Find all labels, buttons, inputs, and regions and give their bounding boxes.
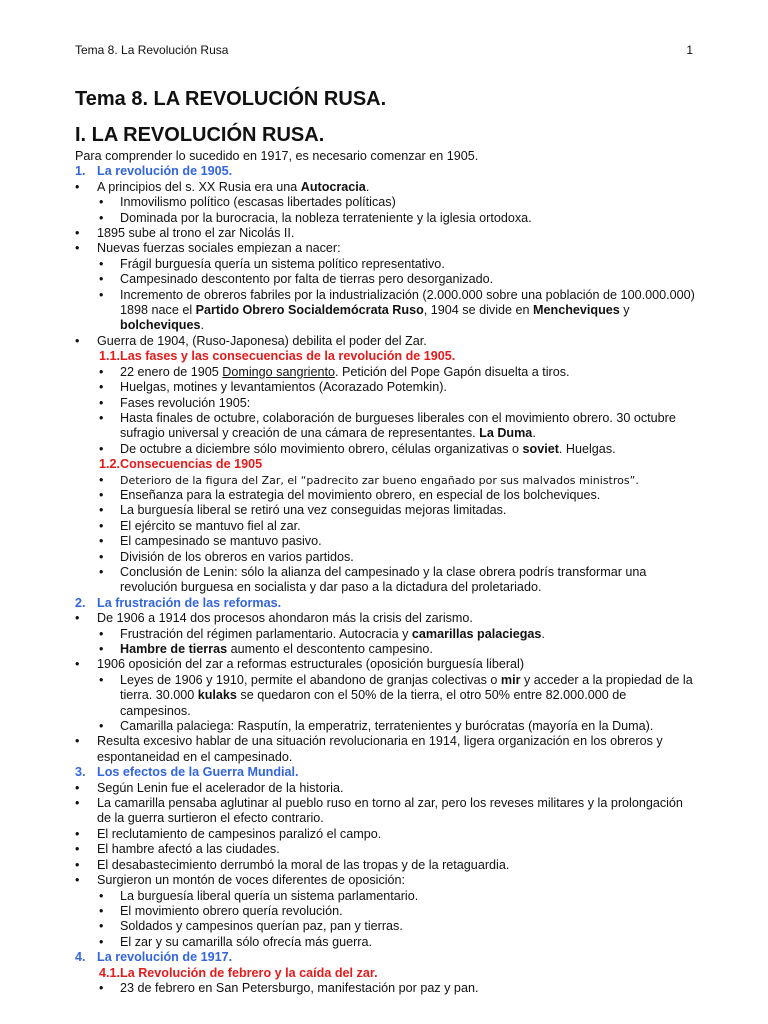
bullet-item xyxy=(75,842,695,857)
bullet-item xyxy=(75,488,695,503)
text-run: 1906 oposición del zar a reformas estructurales (oposición burguesía liberal) xyxy=(97,657,525,672)
page-number: 1 xyxy=(686,43,693,57)
bullet-icon: • xyxy=(99,934,104,949)
bullet-icon: • xyxy=(75,842,80,857)
text-run: Huelgas, motines y levantamientos (Acorazado Potemkin). xyxy=(120,380,447,395)
bullet-icon: • xyxy=(99,472,104,487)
text-run: Deterioro de la figura del Zar, el “padrecito zar bueno engañado por sus malvados ministros”. xyxy=(120,473,639,487)
text-run: 22 enero de 1905 xyxy=(120,364,223,379)
text-run: Las fases y las consecuencias de la revolución de 1905. xyxy=(120,349,456,364)
text-run: Según Lenin fue el acelerador de la historia. xyxy=(97,780,344,795)
bullet-item xyxy=(75,781,695,796)
bullet-item xyxy=(75,904,695,919)
text-run: Leyes de 1906 y 1910, permite el abandono de granjas colectivas o xyxy=(120,672,501,687)
text-run: y acceder a la propiedad de la tierra. 30.000 xyxy=(120,672,693,703)
bullet-item xyxy=(75,734,695,765)
bullet-item xyxy=(75,935,695,950)
text-run: Enseñanza para la estrategia del movimiento obrero, en especial de los bolcheviques. xyxy=(120,487,601,502)
bullet-item xyxy=(75,411,695,442)
bullet-icon: • xyxy=(99,564,104,579)
text-run: La Duma xyxy=(479,426,533,441)
text-run: El zar y su camarilla sólo ofrecía más guerra. xyxy=(120,934,372,949)
bullet-item xyxy=(75,657,695,672)
bullet-item xyxy=(75,226,695,241)
bullet-item xyxy=(75,288,695,334)
text-run: El desabastecimiento derrumbó la moral de las tropas y de la retaguardia. xyxy=(97,857,510,872)
bullet-icon: • xyxy=(99,210,104,225)
text-run: kulaks xyxy=(197,688,237,703)
bullet-icon: • xyxy=(99,549,104,564)
text-run: . Huelgas. xyxy=(558,441,616,456)
bullet-icon: • xyxy=(75,179,80,194)
text-run: La Revolución de febrero y la caída del zar. xyxy=(120,965,378,980)
text-run: Conclusión de Lenin: sólo la alianza del campesinado y la clase obrera podrís transformar una revolución burguesa en socialista y dar paso a la dictadura del proletariado. xyxy=(120,564,647,595)
heading-number: 1. xyxy=(75,164,86,179)
text-run: , 1904 se divide en xyxy=(423,303,534,318)
bullet-icon: • xyxy=(75,780,80,795)
text-run: Frágil burguesía quería un sistema político representativo. xyxy=(120,256,445,271)
numbered-heading xyxy=(75,765,695,780)
text-run: Hasta finales de octubre, colaboración de burgueses liberales con el movimiento obrero. 30 octubre sufragio universal y creación de una cámara de representantes. xyxy=(120,410,676,441)
bullet-item xyxy=(75,889,695,904)
text-run: aumento el descontento campesino. xyxy=(227,642,433,656)
text-run: . xyxy=(200,318,204,333)
bullet-icon: • xyxy=(75,734,80,749)
bullet-item xyxy=(75,180,695,195)
text-run: La burguesía liberal quería un sistema parlamentario. xyxy=(120,888,419,903)
paragraph xyxy=(75,149,695,164)
text-run: Autocracia xyxy=(300,179,366,194)
text-run: La revolución de 1905. xyxy=(97,164,233,179)
bullet-icon: • xyxy=(99,903,104,918)
numbered-heading xyxy=(75,164,695,179)
bullet-item xyxy=(75,565,695,596)
heading-number: 4. xyxy=(75,950,86,965)
text-run: Partido Obrero Socialdemócrata Ruso xyxy=(195,303,424,318)
bullet-item xyxy=(75,719,695,734)
numbered-heading xyxy=(75,950,695,965)
heading-number: 1.1. xyxy=(99,349,121,364)
text-run: Hambre de tierras xyxy=(120,642,228,656)
text-run: El ejército se mantuvo fiel al zar. xyxy=(120,518,301,533)
bullet-item xyxy=(75,873,695,888)
text-run: . xyxy=(541,626,545,641)
bullet-icon: • xyxy=(75,333,80,348)
text-run: Nuevas fuerzas sociales empiezan a nacer: xyxy=(97,241,341,256)
bullet-icon: • xyxy=(99,272,104,287)
text-run: Frustración del régimen parlamentario. Autocracia y xyxy=(120,626,412,641)
text-run: El movimiento obrero quería revolución. xyxy=(120,903,343,918)
bullet-icon: • xyxy=(99,888,104,903)
text-run: y xyxy=(619,303,630,318)
bullet-icon: • xyxy=(99,534,104,549)
text-run: camarillas palaciegas xyxy=(411,626,542,641)
text-run: De 1906 a 1914 dos procesos ahondaron más la crisis del zarismo. xyxy=(97,611,473,626)
subheading xyxy=(75,349,695,364)
text-run: se quedaron con el 50% de la tierra, el otro 50% entre 82.000.000 de campesinos. xyxy=(120,688,627,718)
bullet-icon: • xyxy=(99,518,104,533)
bullet-icon: • xyxy=(75,657,80,672)
bullet-icon: • xyxy=(75,241,80,256)
bullet-icon: • xyxy=(99,980,104,995)
text-run: bolcheviques xyxy=(120,318,201,333)
bullet-item xyxy=(75,257,695,272)
heading-number: 1.2. xyxy=(99,457,121,472)
text-run: Campesinado descontento por falta de tierras pero desorganizado. xyxy=(120,272,494,287)
bullet-item xyxy=(75,519,695,534)
bullet-icon: • xyxy=(99,441,104,456)
text-run: El reclutamiento de campesinos paralizó el campo. xyxy=(97,826,382,841)
bullet-item xyxy=(75,981,695,996)
bullet-icon: • xyxy=(99,256,104,271)
text-run: El hambre afectó a las ciudades. xyxy=(97,842,280,857)
bullet-item xyxy=(75,272,695,287)
bullet-item xyxy=(75,211,695,226)
section-heading: I. LA REVOLUCIÓN RUSA. xyxy=(75,124,325,146)
header-title: Tema 8. La Revolución Rusa xyxy=(75,43,229,57)
bullet-item xyxy=(75,442,695,457)
heading-number: 3. xyxy=(75,765,86,780)
bullet-icon: • xyxy=(99,364,104,379)
text-run: Soldados y campesinos querían paz, pan y tierras. xyxy=(120,919,403,934)
bullet-icon: • xyxy=(99,672,104,687)
bullet-icon: • xyxy=(75,796,80,811)
text-run: Domingo sangriento xyxy=(222,364,335,379)
bullet-item xyxy=(75,241,695,256)
bullet-item xyxy=(75,380,695,395)
text-run: . xyxy=(365,179,370,194)
bullet-icon: • xyxy=(75,226,80,241)
text-run: División de los obreros en varios partidos. xyxy=(120,549,354,564)
text-run: Camarilla palaciega: Rasputín, la emperatriz, terratenientes y burócratas (mayoría en la Duma). xyxy=(120,719,654,734)
text-run: La camarilla pensaba aglutinar al pueblo ruso en torno al zar, pero los reveses militares y la prolongación de la guerra surtieron el efecto contrario. xyxy=(97,796,683,826)
text-run: . Petición del Pope Gapón disuelta a tiros. xyxy=(334,364,570,379)
heading-number: 2. xyxy=(75,595,86,610)
text-run: La burguesía liberal se retiró una vez conseguidas mejoras limitadas. xyxy=(120,503,507,518)
text-run: Para comprender lo sucedido en 1917, es necesario comenzar en 1905. xyxy=(75,149,479,163)
bullet-icon: • xyxy=(99,195,104,210)
bullet-icon: • xyxy=(99,719,104,734)
subheading xyxy=(75,457,695,472)
text-run: Fases revolución 1905: xyxy=(120,395,251,410)
bullet-item xyxy=(75,919,695,934)
bullet-item xyxy=(75,534,695,549)
bullet-icon: • xyxy=(99,395,104,410)
bullet-icon: • xyxy=(75,611,80,626)
bullet-icon: • xyxy=(75,873,80,888)
bullet-item xyxy=(75,396,695,411)
bullet-item xyxy=(75,627,695,642)
bullet-icon: • xyxy=(99,380,104,395)
bullet-icon: • xyxy=(75,857,80,872)
numbered-heading xyxy=(75,596,695,611)
bullet-icon: • xyxy=(99,503,104,518)
text-run: Incremento de obreros fabriles por la industrialización (2.000.000 sobre una población de 100.000.000) 1898 nace el xyxy=(120,287,695,318)
bullet-item xyxy=(75,827,695,842)
text-run: Los efectos de la Guerra Mundial. xyxy=(97,765,299,780)
text-run: Guerra de 1904, (Ruso-Japonesa) debilita el poder del Zar. xyxy=(97,333,427,348)
text-run: A principios del s. XX Rusia era una xyxy=(97,179,301,194)
bullet-icon: • xyxy=(99,487,104,502)
text-run: 1895 sube al trono el zar Nicolás II. xyxy=(97,226,295,241)
bullet-item xyxy=(75,365,695,380)
bullet-item xyxy=(75,796,695,827)
bullet-icon: • xyxy=(99,626,104,641)
bullet-item xyxy=(75,642,695,657)
heading-number: 4.1. xyxy=(99,965,121,980)
bullet-item xyxy=(75,195,695,210)
text-run: Inmovilismo político (escasas libertades políticas) xyxy=(120,195,396,210)
bullet-item xyxy=(75,503,695,518)
bullet-item xyxy=(75,858,695,873)
bullet-item xyxy=(75,334,695,349)
bullet-item xyxy=(75,550,695,565)
text-run: mir xyxy=(500,672,521,687)
document-title: Tema 8. LA REVOLUCIÓN RUSA. xyxy=(75,88,387,110)
text-run: soviet xyxy=(522,441,559,456)
text-run: Consecuencias de 1905 xyxy=(120,457,263,472)
bullet-item xyxy=(75,611,695,626)
document-body xyxy=(75,149,695,996)
bullet-icon: • xyxy=(75,826,80,841)
text-run: Dominada por la burocracia, la nobleza terrateniente y la iglesia ortodoxa. xyxy=(120,210,532,225)
text-run: Resulta excesivo hablar de una situación revolucionaria en 1914, ligera organización en los obreros y espontaneidad en el campesinado. xyxy=(97,734,663,764)
text-run: . xyxy=(532,426,536,441)
text-run: Mencheviques xyxy=(533,303,620,318)
text-run: Surgieron un montón de voces diferentes de oposición: xyxy=(97,873,406,888)
bullet-icon: • xyxy=(99,410,104,425)
page-header xyxy=(75,43,693,57)
text-run: De octubre a diciembre sólo movimiento obrero, células organizativas o xyxy=(120,441,523,456)
bullet-icon: • xyxy=(99,287,104,302)
text-run: La frustración de las reformas. xyxy=(97,595,282,610)
text-run: 23 de febrero en San Petersburgo, manifestación por paz y pan. xyxy=(120,980,479,995)
bullet-icon: • xyxy=(99,919,104,934)
text-run: El campesinado se mantuvo pasivo. xyxy=(120,534,322,549)
bullet-icon: • xyxy=(99,642,104,656)
bullet-item xyxy=(75,673,695,719)
bullet-item xyxy=(75,473,695,488)
text-run: La revolución de 1917. xyxy=(97,950,233,965)
subheading xyxy=(75,966,695,981)
